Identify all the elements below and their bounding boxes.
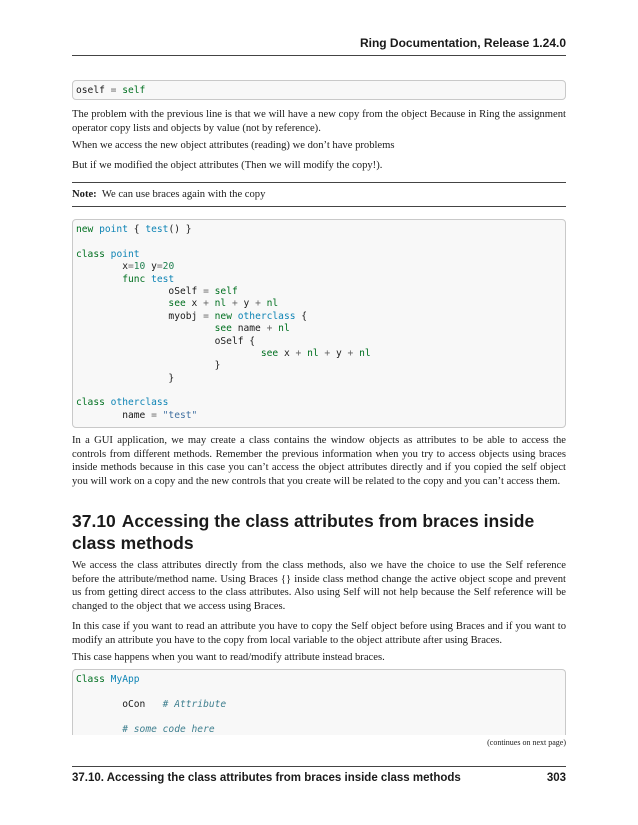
paragraph-gui-application: In a GUI application, we may create a class contains the window objects as attributes to be able to access the controls from different methods. Remember the previous information when you try to access objects using braces inside methods because in this case you can’t access the object attributes directly and if you copied the self object you will work on a copy and the new controls that you create will be related to the copy and you can’t access them. bbox=[72, 435, 566, 487]
code2-line: see name + nl bbox=[214, 323, 290, 335]
code2-line: class otherclass bbox=[76, 397, 169, 409]
code3-line: Class MyApp bbox=[76, 674, 140, 685]
section-title: Accessing the class attributes from braces inside class methods bbox=[72, 511, 535, 553]
code2-line: } bbox=[76, 372, 175, 384]
code1-line: oself = self bbox=[76, 85, 146, 96]
paragraph-copy-self: In this case if you want to read an attribute you have to copy the Self object before using Braces and if you want to modify an attribute you have to the copy from local variable to the object attribute after using Braces. bbox=[72, 621, 566, 646]
section-heading bbox=[72, 510, 566, 554]
note-bottom-rule bbox=[72, 206, 566, 207]
page-footer bbox=[72, 772, 566, 784]
code2-line: see x + nl + y + nl bbox=[168, 298, 279, 310]
paragraph-reading: When we access the new object attributes (reading) we don’t have problems bbox=[72, 140, 395, 151]
note-box bbox=[72, 188, 566, 202]
page-number: 303 bbox=[546, 772, 566, 784]
paragraph-class-attributes: We access the class attributes directly from the class methods, also we have the choice to use the Self reference before the attribute/method name. Using Braces {} inside class method change the active object scope and prevent us from getting direct access to the class attributes. Also using Self will not help because the Self reference will be changed to the object that we access using Braces. bbox=[72, 560, 566, 612]
code2-line: x=10 y=20 bbox=[76, 261, 175, 273]
code2-line: } bbox=[76, 360, 221, 372]
footer-rule bbox=[72, 766, 566, 767]
code-block-myapp bbox=[72, 669, 566, 735]
code2-line: oSelf { bbox=[76, 335, 256, 347]
header-rule bbox=[72, 55, 566, 56]
code3-line: # some code here bbox=[122, 723, 215, 735]
code2-line: see x + nl + y + nl bbox=[260, 347, 371, 359]
code3-line: oCon # Attribute bbox=[76, 698, 227, 710]
code2-line: new point { test() } bbox=[76, 224, 192, 235]
note-label: Note: bbox=[72, 189, 97, 200]
code2-line: oSelf = self bbox=[76, 285, 238, 297]
running-header: Ring Documentation, Release 1.24.0 bbox=[359, 36, 566, 50]
code3-line bbox=[76, 686, 562, 698]
code2-line: func test bbox=[122, 273, 175, 285]
section-number: 37.10 bbox=[72, 511, 116, 531]
note-top-rule bbox=[72, 182, 566, 183]
note-text: We can use braces again with the copy bbox=[101, 189, 266, 200]
footer-section-title: 37.10. Accessing the class attributes from braces inside class methods bbox=[72, 772, 461, 784]
code-block-point-class bbox=[72, 219, 566, 428]
paragraph-modifying: But if we modified the object attributes (Then we will modify the copy!). bbox=[72, 160, 383, 171]
paragraph-case: This case happens when you want to read/modify attribute instead braces. bbox=[72, 652, 385, 663]
code2-line: name = "test" bbox=[76, 409, 198, 421]
continues-note: (continues on next page) bbox=[487, 738, 566, 747]
code2-line: class point bbox=[76, 248, 140, 260]
code2-line bbox=[76, 236, 562, 248]
code-block-oself bbox=[72, 80, 566, 100]
code2-line: myobj = new otherclass { bbox=[76, 310, 308, 322]
paragraph-copy-problem: The problem with the previous line is that we will have a new copy from the object Because in Ring the assignment operator copy lists and objects by value (not by reference). bbox=[72, 109, 566, 134]
code3-line bbox=[76, 711, 562, 723]
code2-line bbox=[76, 385, 562, 397]
